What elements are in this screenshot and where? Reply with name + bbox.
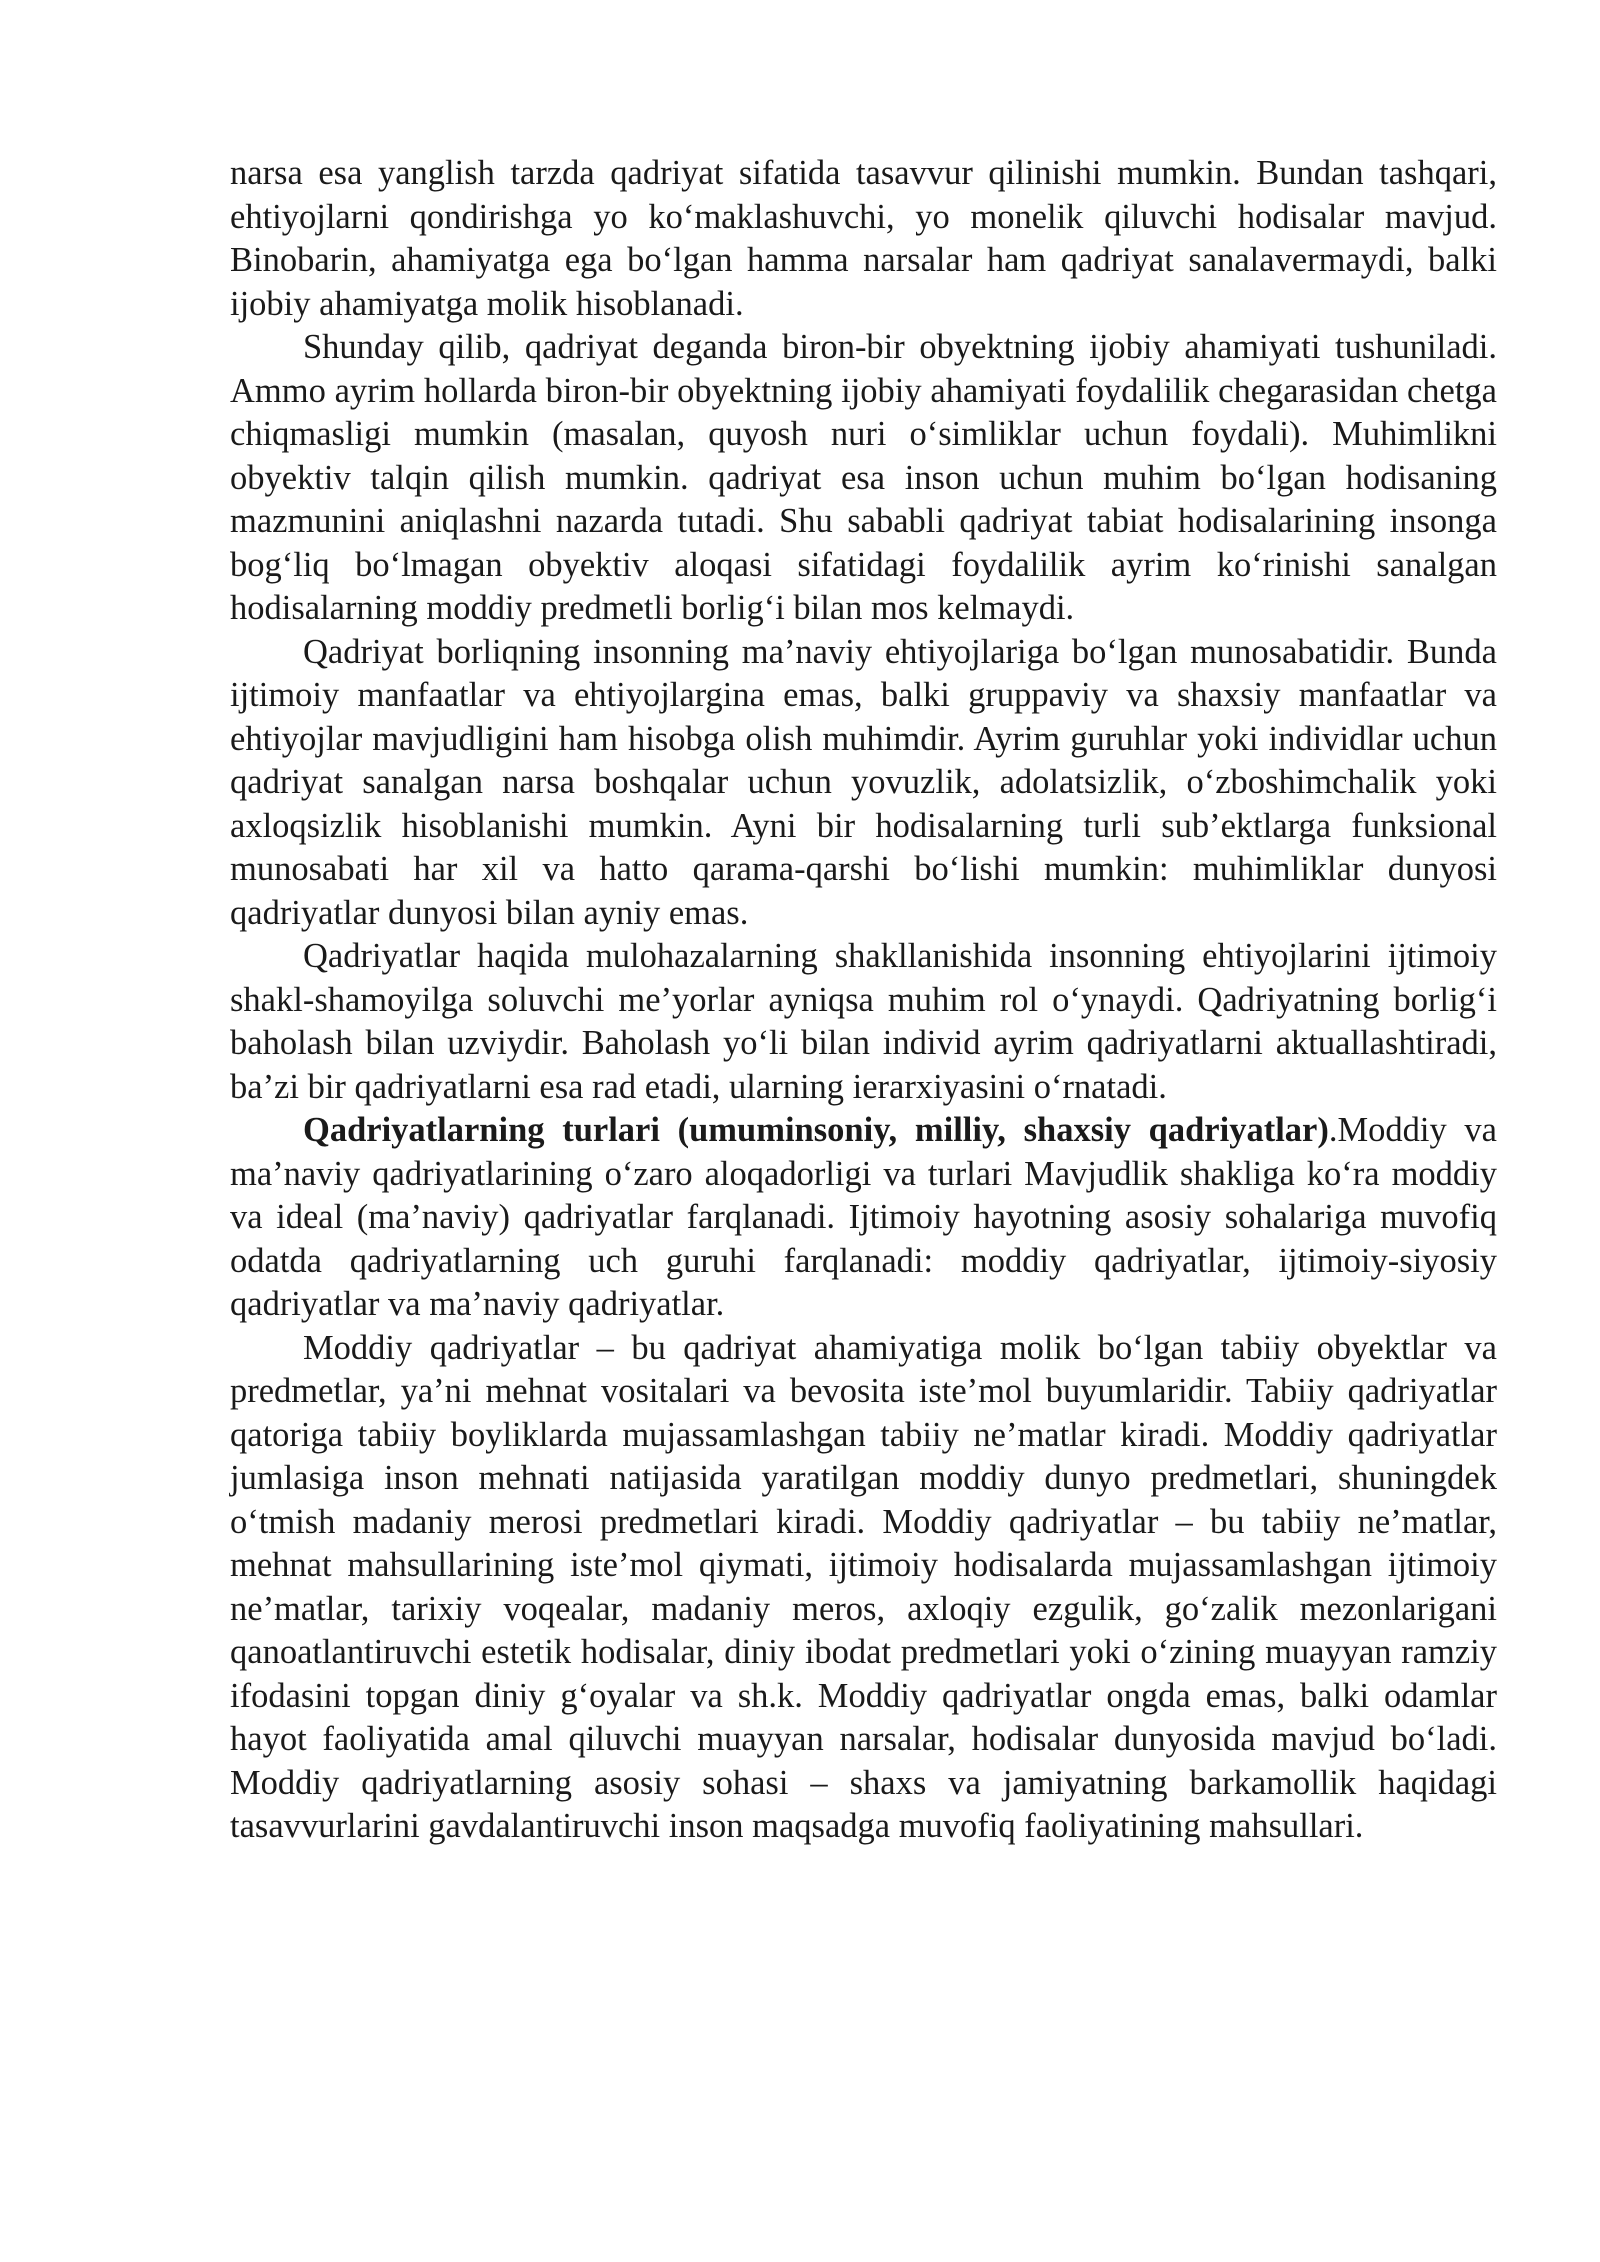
- paragraph-4: Qadriyatlar haqida mulohazalarning shakllanishida insonning ehtiyojlarini ijtimoiy shakl-shamoyilga soluvchi me’yorlar ayniqsa muhim rol o‘ynaydi. Qadriyatning borlig‘i baholash bilan uzviydir. Baholash yo‘li bilan individ ayrim qadriyatlarni aktuallashtiradi, ba’zi bir qadriyatlarni esa rad etadi, ularning ierarxiyasini o‘rnatadi.: [230, 937, 1497, 1106]
- section-heading: Qadriyatlarning turlari (umuminsoniy, milliy, shaxsiy qadriyatlar): [303, 1111, 1329, 1149]
- paragraph-5-text: .Moddiy va ma’naviy qadriyatlarining o‘zaro aloqadorligi va turlari Mavjudlik shakliga ko‘ra moddiy va ideal (ma’naviy) qadriyatlar farqlanadi. Ijtimoiy hayotning asosiy sohalariga muvofiq odatda qadriyatlarning uch guruhi farqlanadi: moddiy qadriyatlar, ijtimoiy-siyosiy qadriyatlar va ma’naviy qadriyatlar.: [230, 1111, 1497, 1323]
- paragraph-3: Qadriyat borliqning insonning ma’naviy ehtiyojlariga bo‘lgan munosabatidir. Bunda ijtimoiy manfaatlar va ehtiyojlargina emas, balki gruppaviy va shaxsiy manfaatlar va ehtiyojlar mavjudligini ham hisobga olish muhimdir. Ayrim guruhlar yoki individlar uchun qadriyat sanalgan narsa boshqalar uchun yovuzlik, adolatsizlik, o‘zboshimchalik yoki axloqsizlik hisoblanishi mumkin. Ayni bir hodisalarning turli sub’ektlarga funksional munosabati har xil va hatto qarama-qarshi bo‘lishi mumkin: muhimliklar dunyosi qadriyatlar dunyosi bilan ayniy emas.: [230, 632, 1497, 932]
- paragraph-5: [230, 1109, 1497, 1327]
- paragraph-1: narsa esa yanglish tarzda qadriyat sifatida tasavvur qilinishi mumkin. Bundan tashqari, ehtiyojlarni qondirishga yo ko‘maklashuvchi, yo monelik qiluvchi hodisalar mavjud. Binobarin, ahamiyatga ega bo‘lgan hamma narsalar ham qadriyat sanalavermaydi, balki ijobiy ahamiyatga molik hisoblanadi.: [230, 154, 1497, 323]
- document-page: [230, 152, 1497, 1849]
- paragraph-6: Moddiy qadriyatlar – bu qadriyat ahamiyatiga molik bo‘lgan tabiiy obyektlar va predmetlar, ya’ni mehnat vositalari va bevosita iste’mol buyumlaridir. Tabiiy qadriyatlar qatoriga tabiiy boyliklarda mujassamlashgan tabiiy ne’matlar kiradi. Moddiy qadriyatlar jumlasiga inson mehnati natijasida yaratilgan moddiy dunyo predmetlari, shuningdek o‘tmish madaniy merosi predmetlari kiradi. Moddiy qadriyatlar – bu tabiiy ne’matlar, mehnat mahsullarining iste’mol qiymati, ijtimoiy hodisalarda mujassamlashgan ijtimoiy ne’matlar, tarixiy voqealar, madaniy meros, axloqiy ezgulik, go‘zalik mezonlarigani qanoatlantiruvchi estetik hodisalar, diniy ibodat predmetlari yoki o‘zining muayyan ramziy ifodasini topgan diniy g‘oyalar va sh.k. Moddiy qadriyatlar ongda emas, balki odamlar hayot faoliyatida amal qiluvchi muayyan narsalar, hodisalar dunyosida mavjud bo‘ladi. Moddiy qadriyatlarning asosiy sohasi – shaxs va jamiyatning barkamollik haqidagi tasavvurlarini gavdalantiruvchi inson maqsadga muvofiq faoliyatining mahsullari.: [230, 1328, 1497, 1845]
- paragraph-2: Shunday qilib, qadriyat deganda biron-bir obyektning ijobiy ahamiyati tushuniladi. Ammo ayrim hollarda biron-bir obyektning ijobiy ahamiyati foydalilik chegarasidan chetga chiqmasligi mumkin (masalan, quyosh nuri o‘simliklar uchun foydali). Muhimlikni obyektiv talqin qilish mumkin. qadriyat esa inson uchun muhim bo‘lgan hodisaning mazmunini aniqlashni nazarda tutadi. Shu sababli qadriyat tabiat hodisalarining insonga bog‘liq bo‘lmagan obyektiv aloqasi sifatidagi foydalilik ayrim ko‘rinishi sanalgan hodisalarning moddiy predmetli borlig‘i bilan mos kelmaydi.: [230, 328, 1497, 627]
